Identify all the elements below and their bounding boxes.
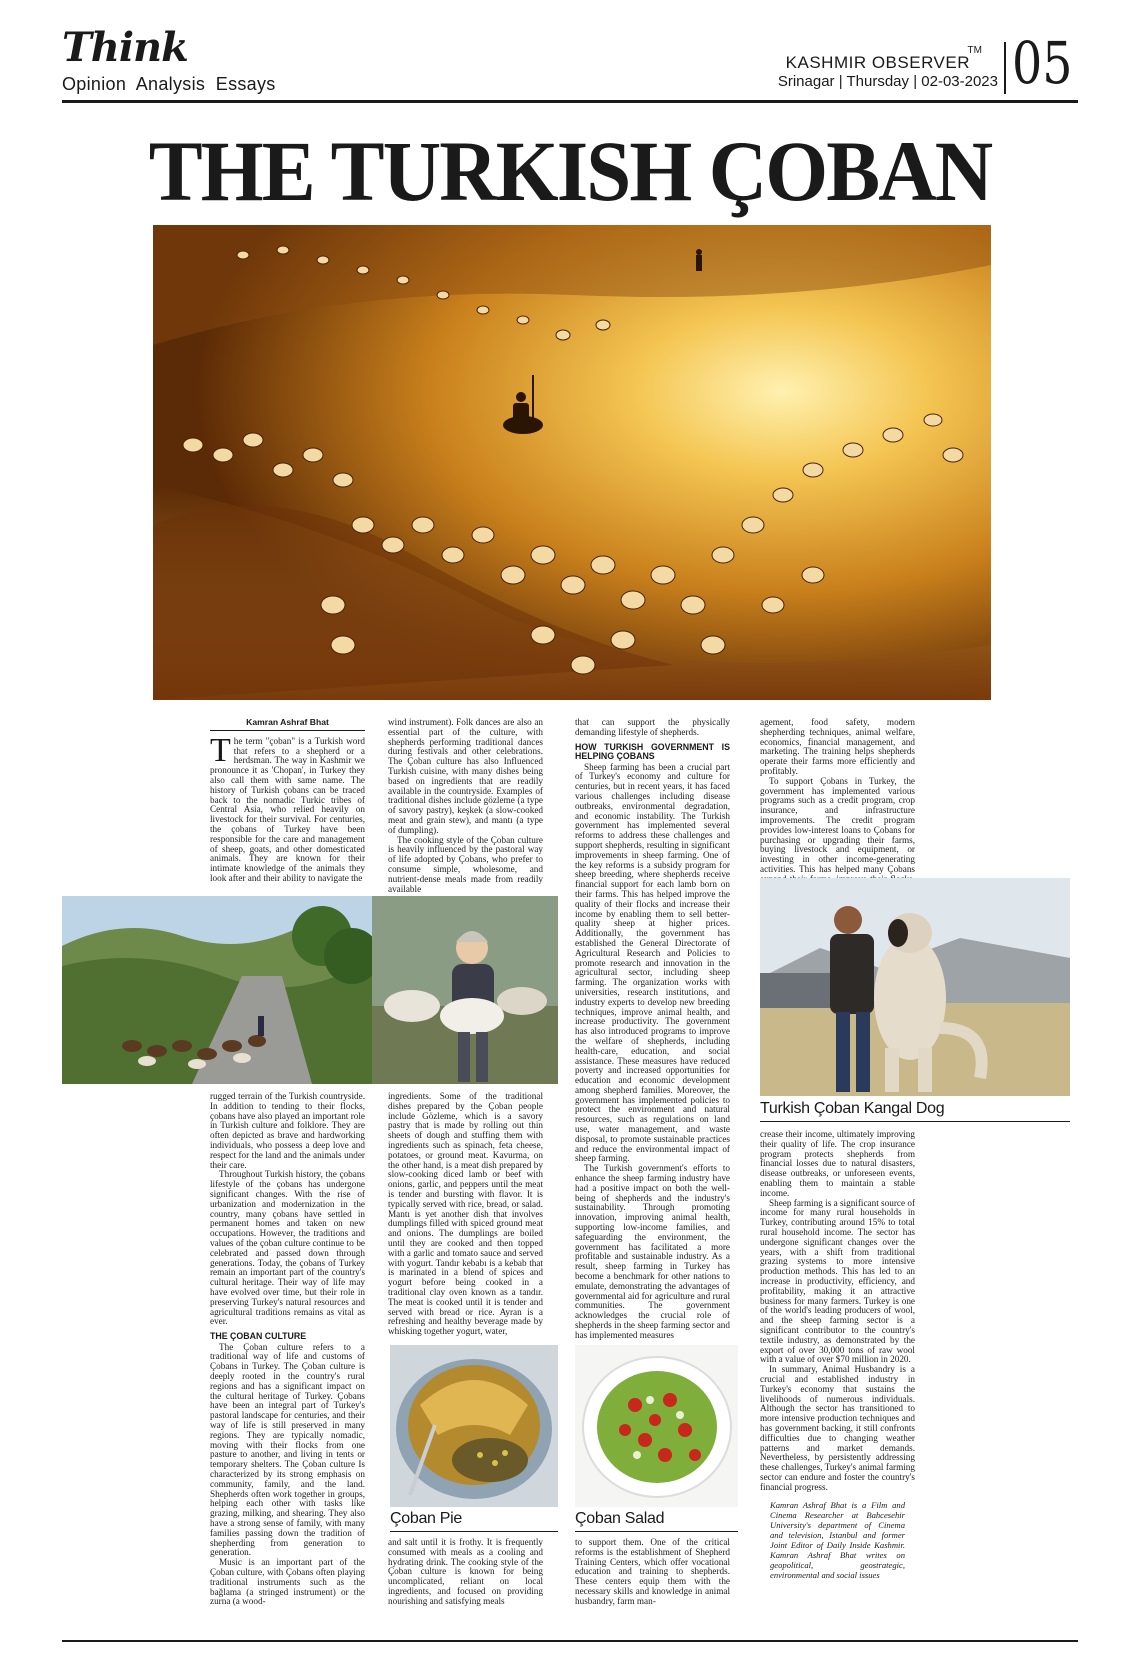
article-column-3-end [575, 1538, 730, 1607]
paragraph-text: he term "çoban" is a Turkish word that refers to a shepherd or a herdsman. The way in Kashmir we pronounce it as 'Chopan', in Turkey they also call them with same name. The history of Turkish çobans can be traced back to the nomadic Turkic tribes of Central Asia, who relied heavily on livestock for their survival. For centuries, the çobans of Turkey have been responsible for the care and management of sheep, goats, and other domesticated animals. They are known for their intimate knowledge of the animals they look after and their ability to navigate the [210, 735, 365, 883]
headline: THE TURKISH ÇOBAN [148, 123, 992, 219]
article-column-2-bottom [388, 1092, 543, 1337]
article-paragraph: The Çoban culture refers to a traditional way of life and customs of Çobans in Turkey. The Çoban culture is deeply rooted in the country's rural regions and has a significant impact on the cultural heritage of Turkey. Çobans have been an integral part of Turkey's pastoral landscape for centuries, and their way of life is still preserved in many regions. They are typically nomadic, moving with their flocks from one pasture to another, and living in tents or temporary shelters. The Çoban culture Is characterized by its strong emphasis on community, family, and the land. Shepherds often work together in groups, helping each other with tasks like grazing, milking, and shearing. They also have a strong sense of family, with many families passing down the tradition of shepherding from generation to generation. [210, 1341, 365, 1558]
photo-goats-on-road [62, 896, 372, 1084]
article-column-4-top [760, 718, 915, 894]
subhead-culture: THE ÇOBAN CULTURE [210, 1331, 307, 1342]
caption-coban-pie: Çoban Pie [390, 1510, 558, 1532]
article-paragraph: rugged terrain of the Turkish countryside. In addition to tending to their flocks, çobans have also played an important role in Turkish culture and folklore. They are often depicted as brave and hardworking individuals, who possess a deep love and respect for the land and the animals under their care. [210, 1091, 365, 1170]
page-number-divider [1004, 42, 1006, 94]
article-paragraph: Music is an important part of the Çoban culture, with Çobans often playing traditional instruments such as the bağlama (a stringed instrument) or the zurna (a wood- [210, 1557, 365, 1607]
article-paragraph: The Turkish government's efforts to enhance the sheep farming industry have had a positive impact on both the well-being of shepherds and the industry's sustainability. Through promoting innovation, improving animal health, supporting low-income families, and safeguarding the environment, the government has facilitated a more profitable and sustainable industry. As a result, sheep farming in Turkey has become a benchmark for other nations to emulate, demonstrating the advantages of governmental aid for agriculture and rural communities. The government acknowledges the crucial role of shepherds in the sheep farming sector and has implemented measures [575, 1163, 730, 1340]
caption-coban-salad: Çoban Salad [575, 1510, 738, 1532]
article-paragraph: Sheep farming has been a crucial part of Turkey's economy and culture for centuries, but in recent years, it has faced various challenges including disease outbreaks, environmental degradation, and economic instability. The Turkish government has implemented several reforms to address these challenges and support shepherds, resulting in significant improvements in sheep farming. One of the key reforms is a subsidy program for sheep breeding, where shepherds receive financial support for each lamb born on their farms. This has helped improve the quality of their flocks and increase their income by enabling them to sell better-quality sheep at higher prices. Additionally, the government has established the General Directorate of Agricultural Research and Policies to promote research and innovation in the agricultural sector, including sheep farming. The organization works with universities, research institutions, and industry experts to develop new breeding techniques, improve animal health, and increase productivity. The government has also introduced programs to improve the welfare of shepherds, including health-care, education, and social assistance. These measures have reduced poverty and increased opportunities for education and economic development among shepherd families. Moreover, the government has implemented policies to protect the environment and natural resources, such as regulations on land use, water management, and waste disposal, to promote sustainable practices and reduce the environmental impact of sheep farming. [575, 761, 730, 1164]
article-paragraph: Throughout Turkish history, the çobans lifestyle of the çobans has undergone significant changes. With the rise of urbanization and modernization in the country, many çobans have settled in permanent homes and taken on new occupations. However, the traditions and values of the çoban culture continue to be celebrated and passed down through generations. Today, the çobans of Turkey remain an important part of the country's cultural heritage. Their way of life may have evolved over time, but their role in preserving Turkey's natural resources and agricultural traditions remains as vital as ever. [210, 1169, 365, 1327]
byline: Kamran Ashraf Bhat [210, 718, 365, 731]
hero-photo-sheep-herd [153, 225, 991, 700]
photo-coban-pie [390, 1345, 558, 1507]
article-column-2-top [388, 718, 543, 894]
article-paragraph: and salt until it is frothy. It is frequently consumed with meals as a cooling and hydrating drink. The cooking style of the Çoban culture is known for being uncomplicated, reliant on local ingredients, and focused on providing nourishing and satisfying meals [388, 1537, 543, 1606]
subhead-government: HOW TURKISH GOVERNMENT IS HELPING ÇOBANS [575, 741, 730, 762]
masthead-rule [62, 100, 1078, 103]
article-column-1-bottom [210, 1092, 365, 1607]
article-paragraph: To support Çobans in Turkey, the government has implemented various programs such as a credit program, crop insurance, and infrastructure improvements. The credit program provides low-interest loans to Çobans for purchasing or upgrading their farms, buying livestock and equipment, or investing in other income-generating activities. This has helped many Çobans [760, 775, 915, 874]
photo-coban-salad [575, 1345, 738, 1507]
author-note: Kamran Ashraf Bhat is a Film and Cinema Researcher at Bahcesehir University's department of Cinema and television, Istanbul and former Joint Editor of Daily Inside Kashmir. Kamran Ashraf Bhat writes on geopolitical, geostrategic, environmental and social issues [770, 1500, 905, 1581]
newspaper-name: KASHMIR OBSERVER [785, 53, 970, 72]
page-number: 05 [1012, 29, 1073, 97]
article-paragraph: Sheep farming is a significant source of income for many rural households in Turkey, contributing around 15% to total rural household income. The sector has undergone significant changes over the years, with a shift from traditional grazing systems to more intensive production methods. This has led to an increase in productivity, efficiency, and profitability, making it an attractive business for many farmers. Turkey is one of the world's leading producers of wool, and the sheep farming sector is a significant contributor to the country's textile industry, as demonstrated by the export of over 30,000 tons of raw wool with a value of over $70 million in 2020. [760, 1197, 915, 1365]
article-paragraph: crease their income, ultimately improving their quality of life. The crop insurance program protects shepherds from financial losses due to natural disasters, disease outbreaks, or unforeseen events, enabling them to maintain a stable income. [760, 1129, 915, 1198]
article-column-1-top [210, 718, 365, 884]
article-paragraph: ingredients. Some of the traditional dishes prepared by the Çoban people include Gözleme, which is a savory pastry that is made by rolling out thin sheets of dough and stuffing them with ingredients such as spinach, feta cheese, potatoes, or ground meat. Kavurma, on the other hand, is a meat dish prepared by slow-cooking diced lamb or beef with onions, garlic, and peppers until the meat is tender and bursting with flavor. It is typically served with rice, bread, or salad. Mantı is yet another dish that involves dumplings filled with spiced ground meat and onions. The dumplings are boiled until they are cooked and then topped with a garlic and tomato sauce and served with yogurt. Tandır kebabı is a kebab that is marinated in a blend of spices and yogurt before being cooked in a traditional clay oven known as a tandır. The meat is cooked until it is tender and served with bread or rice. Ayran is a refreshing and healthy beverage made by whisking together yogurt, water, [388, 1091, 543, 1337]
article-column-2-end [388, 1538, 543, 1607]
article-paragraph: agement, food safety, modern shepherding techniques, animal welfare, economics, financial management, and marketing. The training helps shepherds operate their farms more efficiently and profitably. [760, 717, 915, 776]
article-paragraph [210, 731, 365, 884]
article-paragraph: to support them. One of the critical reforms is the establishment of Shepherd Training Centers, which offer vocational education and training to shepherds. These centers equip them with the necessary skills and knowledge in animal husbandry, farm man- [575, 1537, 730, 1606]
trademark-mark: TM [967, 45, 982, 56]
article-paragraph: that can support the physically demanding lifestyle of shepherds. [575, 717, 730, 737]
dateline: Srinagar | Thursday | 02-03-2023 [777, 73, 998, 90]
drop-cap: T [210, 731, 231, 769]
section-subtitle: Opinion Analysis Essays [62, 74, 276, 94]
article-paragraph: The cooking style of the Çoban culture is heavily influenced by the pastoral way of life adopted by Çobans, who prefer to consume simple, wholesome, and nutrient-dense meals made from readily available [388, 834, 543, 894]
article-paragraph: wind instrument). Folk dances are also an essential part of the culture, with shepherds performing traditional dances during festivals and other celebrations. The Çoban culture has also Influenced Turkish cuisine, with many dishes being based on ingredients that are readily available in the countryside. Examples of traditional dishes include gözleme (a type of savory pastry), keşkek (a slow-cooked meat and grain stew), and mantı (a type of dumpling). [388, 717, 543, 835]
article-column-3 [575, 718, 730, 1341]
article-column-4-bottom [760, 1130, 915, 1580]
footer-rule [62, 1640, 1078, 1642]
article-paragraph: In summary, Animal Husbandry is a crucial and established industry in Turkey's economy that sustains the livelihoods of numerous individuals. Although the sector has transitioned to more intensive production techniques and has government backing, it still confronts difficulties due to changing weather patterns and market demands. Nevertheless, by persistently addressing these challenges, Turkey's animal farming sector can endure and foster the country's financial progress. [760, 1364, 915, 1492]
section-title: Think [62, 24, 188, 71]
photo-kangal-dog [760, 878, 1070, 1096]
photo-boy-with-lamb [372, 896, 558, 1084]
caption-kangal-dog: Turkish Çoban Kangal Dog [760, 1100, 1070, 1122]
